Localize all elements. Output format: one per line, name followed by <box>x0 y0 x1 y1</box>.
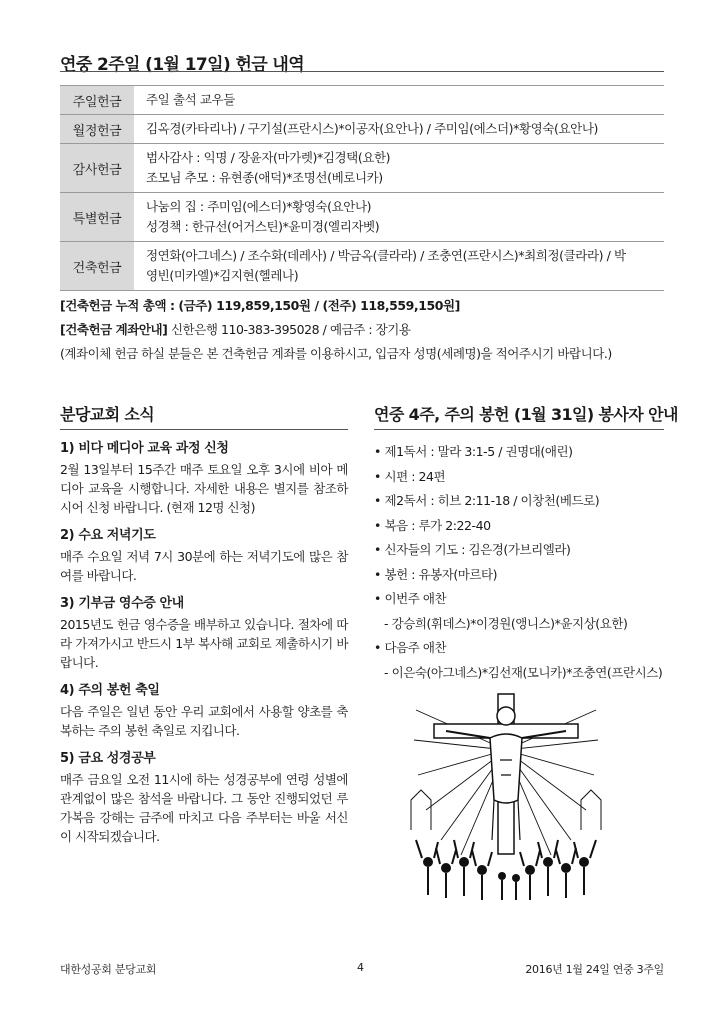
building-fund-notes <box>60 294 670 366</box>
offering-category: 특별헌금 <box>60 193 134 242</box>
offering-row <box>60 242 664 291</box>
building-fund-account <box>60 318 670 342</box>
news-column <box>60 402 348 846</box>
news-item-body: 2월 13일부터 15주간 매주 토요일 오후 3시에 비아 메디아 교육을 시행합니다. 자세한 내용은 별지를 참조하시어 신청 바랍니다. (현재 12명 신청) <box>60 462 348 515</box>
server-row: • 신자들의 기도 : 김은경(가브리엘라) <box>374 542 571 557</box>
news-item-title: 4) 주의 봉헌 축일 <box>60 683 160 698</box>
offering-row <box>60 144 664 193</box>
news-title: 분당교회 소식 <box>60 402 348 430</box>
news-item-title: 3) 기부금 영수증 안내 <box>60 596 184 611</box>
donor-line: 정연화(아그네스) / 조수화(데레사) / 박금옥(클라라) / 조충연(프란시스)*최희정(클라라) / 박 <box>146 248 626 263</box>
transfer-note: (계좌이체 헌금 하실 분들은 본 건축헌금 계좌를 이용하시고, 입금자 성명(세례명)을 적어주시기 바랍니다.) <box>60 346 612 361</box>
news-item-body: 2015년도 헌금 영수증을 배부하고 있습니다. 절차에 따라 가져가시고 반드시 1부 복사해 교회로 제출하시기 바랍니다. <box>60 617 348 670</box>
offering-title: 연중 2주일 (1월 17일) 헌금 내역 <box>60 55 305 75</box>
donor-line: 주일 출석 교우들 <box>146 92 235 107</box>
title-divider <box>60 71 664 72</box>
footer-date: 2016년 1월 24일 연중 3주일 <box>525 963 664 976</box>
donor-line: 조모님 추모 : 유현종(애덕)*조명선(베로니카) <box>146 170 383 185</box>
news-item-title: 1) 비다 메디아 교육 과정 신청 <box>60 441 229 456</box>
offering-category: 주일헌금 <box>60 86 134 115</box>
account-text: 신한은행 110-383-395028 / 예금주 : 장기용 <box>167 322 411 337</box>
servers-column <box>374 402 678 685</box>
news-item-body: 매주 수요일 저녁 7시 30분에 하는 저녁기도에 많은 참여를 바랍니다. <box>60 549 348 583</box>
page-number: 4 <box>357 961 364 974</box>
servers-list <box>374 440 664 685</box>
server-row: • 다음주 애찬 <box>374 640 447 655</box>
donor-line: 영빈(미카엘)*김지현(헬레나) <box>146 268 299 283</box>
offering-row <box>60 86 664 115</box>
donor-line: 범사감사 : 익명 / 장윤자(마가렛)*김경택(요한) <box>146 150 391 165</box>
offering-category: 건축헌금 <box>60 242 134 291</box>
account-label: [건축헌금 계좌안내] <box>60 322 168 337</box>
news-item <box>60 748 348 846</box>
server-row: • 봉헌 : 유봉자(마르타) <box>374 566 498 582</box>
server-row: • 이번주 애찬 <box>374 591 447 606</box>
offering-donors <box>134 193 664 242</box>
risen-christ-cross-illustration <box>406 690 606 902</box>
offering-category: 월정헌금 <box>60 115 134 144</box>
building-fund-total: [건축헌금 누적 총액 : (금주) 119,859,150원 / (전주) 118,559,150원] <box>60 298 460 313</box>
donor-line: 성경책 : 한규선(어거스틴)*윤미경(엘리자벳) <box>146 219 380 234</box>
news-item <box>60 680 348 740</box>
servers-title: 연중 4주, 주의 봉헌 (1월 31일) 봉사자 안내 <box>374 402 664 430</box>
news-item <box>60 525 348 585</box>
news-item-body: 다음 주일은 일년 동안 우리 교회에서 사용할 양초를 축복하는 주의 봉헌 축일로 지킵니다. <box>60 704 348 738</box>
news-item-title: 2) 수요 저녁기도 <box>60 528 156 543</box>
server-row: • 복음 : 루가 2:22-40 <box>374 517 491 533</box>
news-item <box>60 593 348 672</box>
donor-line: 김옥경(카타리나) / 구기설(프란시스)*이공자(요안나) / 주미임(에스더)*황영숙(요안나) <box>146 121 598 136</box>
offering-donors <box>134 144 664 193</box>
news-item-body: 매주 금요일 오전 11시에 하는 성경공부에 연령 성별에 관계없이 많은 참석을 바랍니다. 그 동안 진행되었던 루가복음 강해는 금주에 마치고 다음 주부터는 바울 서신이 시작되겠습니다. <box>60 772 348 844</box>
offering-donors <box>134 115 664 144</box>
footer-church-name: 대한성공회 분당교회 <box>60 963 157 976</box>
offering-donors <box>134 86 664 115</box>
news-list <box>60 438 348 846</box>
server-row: • 제1독서 : 말라 3:1-5 / 권명대(애린) <box>374 444 573 459</box>
offering-row <box>60 193 664 242</box>
server-row: - 강승희(휘데스)*이경원(앵니스)*윤지상(요한) <box>384 615 628 631</box>
donor-line: 나눔의 집 : 주미임(에스더)*황영숙(요안나) <box>146 199 372 214</box>
server-row: • 시편 : 24편 <box>374 468 446 484</box>
offering-donors <box>134 242 664 291</box>
server-row: - 이은숙(아그네스)*김선재(모니카)*조충연(프란시스) <box>384 664 663 680</box>
news-item <box>60 438 348 517</box>
news-item-title: 5) 금요 성경공부 <box>60 751 156 766</box>
offering-category: 감사헌금 <box>60 144 134 193</box>
server-row: • 제2독서 : 히브 2:11-18 / 이창천(베드로) <box>374 493 600 508</box>
offering-row <box>60 115 664 144</box>
offering-table <box>60 85 664 291</box>
